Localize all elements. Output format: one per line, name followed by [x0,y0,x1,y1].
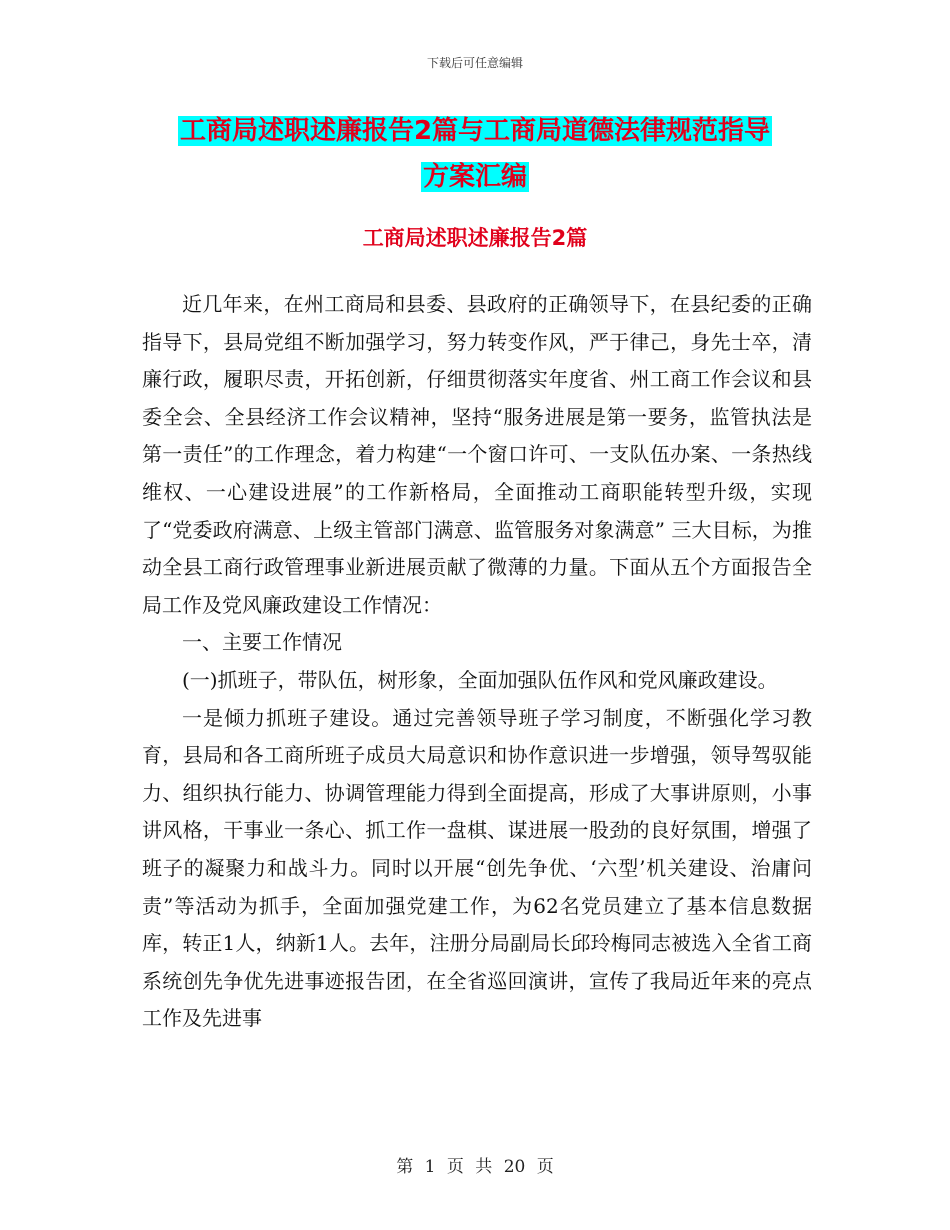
main-title-line-2: 方案汇编 [422,162,527,192]
document-main-title [0,108,950,200]
header-note: 下载后可任意编辑 [426,56,523,70]
body-text [142,286,812,1038]
paragraph-leadership: 一是倾力抓班子建设。通过完善领导班子学习制度，不断强化学习教育，县局和各工商所班子成员大局意识和协作意识进一步增强，领导驾驭能力、组织执行能力、协调管理能力得到全面提高，形成了大事讲原则，小事讲风格，干事业一条心、抓工作一盘棋、谋进展一股劲的良好氛围，增强了班子的凝聚力和战斗力。同时以开展“创先争优、‘六型’机关建设、治庸问责”等活动为抓手，全面加强党建工作，为62名党员建立了基本信息数据库，转正1人，纳新1人。去年，注册分局副局长邱玲梅同志被选入全省工商系统创先争优先进事迹报告团，在全省巡回演讲，宣传了我局近年来的亮点工作及先进事 [142,705,812,1031]
paragraph-heading-main-work: 一、主要工作情况 [182,630,342,655]
main-title-line-1: 工商局述职述廉报告2篇与工商局道德法律规范指导 [179,116,771,146]
section-title: 工商局述职述廉报告2篇 [362,226,588,250]
paragraph-intro: 近几年来，在州工商局和县委、县政府的正确领导下，在县纪委的正确指导下，县局党组不断加强学习，努力转变作风，严于律己，身先士卒，清廉行政，履职尽责，开拓创新，仔细贯彻落实年度省、州工商工作会议和县委全会、全县经济工作会议精神，坚持“服务进展是第一要务，监管执法是第一责任”的工作理念，着力构建“一个窗口许可、一支队伍办案、一条热线维权、一心建设进展”的工作新格局，全面推动工商职能转型升级，实现了“党委政府满意、上级主管部门满意、监管服务对象满意” 三大目标，为推动全县工商行政管理事业新进展贡献了微薄的力量。下面从五个方面报告全局工作及党风廉政建设工作情况： [142,292,812,617]
paragraph-subheading-1: (一)抓班子，带队伍，树形象，全面加强队伍作风和党风廉政建设。 [182,667,778,692]
page-footer: 第 1 页 共 20 页 [396,1157,554,1177]
